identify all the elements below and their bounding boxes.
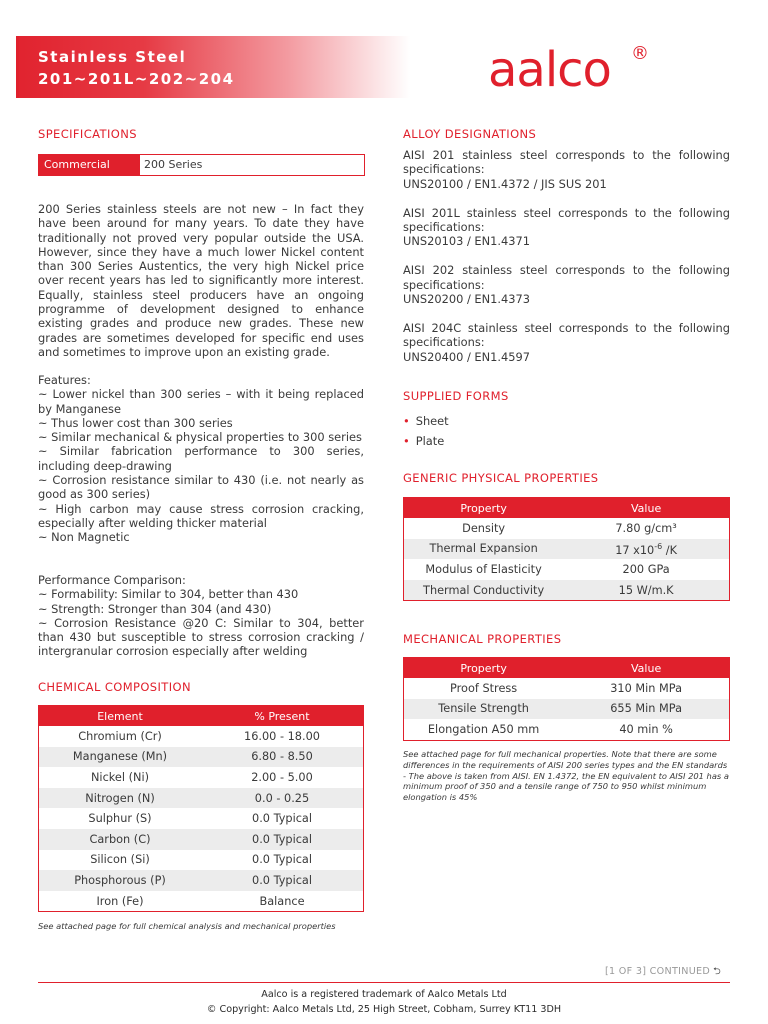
list-item bbox=[403, 432, 449, 452]
chemical-table bbox=[38, 705, 364, 912]
table-row bbox=[39, 829, 364, 850]
alloy-codes: UNS20103 / EN1.4371 bbox=[403, 234, 530, 249]
alloy-codes: UNS20400 / EN1.4597 bbox=[403, 349, 530, 364]
cell-value: 0.0 Typical bbox=[201, 870, 364, 891]
thermal-expansion-base: 17 x10 bbox=[615, 543, 655, 557]
table-row bbox=[404, 719, 730, 740]
feature-item: ~ Lower nickel than 300 series – with it being replaced by Manganese bbox=[38, 387, 364, 416]
cell-value bbox=[563, 539, 729, 560]
alloy-codes: UNS20100 / EN1.4372 / JIS SUS 201 bbox=[403, 176, 607, 191]
cell-value: 0.0 Typical bbox=[252, 853, 312, 867]
thermal-expansion-unit: /K bbox=[662, 543, 678, 557]
table-row bbox=[39, 850, 364, 871]
performance-item: ~ Formability: Similar to 304, better than 430 bbox=[38, 587, 299, 602]
specifications-heading: SPECIFICATIONS bbox=[38, 127, 137, 141]
alloy-paragraph bbox=[403, 263, 730, 306]
cell-value: 40 min % bbox=[619, 722, 673, 736]
table-row bbox=[39, 747, 364, 768]
cell-value: 0.0 - 0.25 bbox=[201, 788, 364, 809]
footer-trademark: Aalco is a registered trademark of Aalco Metals Ltd bbox=[261, 989, 507, 1000]
alloy-codes: UNS20200 / EN1.4373 bbox=[403, 291, 530, 306]
chemical-note: See attached page for full chemical analysis and mechanical properties bbox=[38, 921, 336, 931]
alloy-text: AISI 202 stainless steel corresponds to the following specifications: bbox=[403, 263, 730, 292]
table-row bbox=[39, 788, 364, 809]
cell-name: Nitrogen (N) bbox=[39, 788, 202, 809]
list-item bbox=[403, 412, 449, 432]
col-property: Property bbox=[404, 498, 564, 519]
cell-name: Iron (Fe) bbox=[96, 894, 144, 908]
table-row bbox=[39, 808, 364, 829]
mechanical-heading: MECHANICAL PROPERTIES bbox=[403, 632, 562, 646]
alloy-designations bbox=[403, 148, 730, 379]
cell-name: Chromium (Cr) bbox=[78, 729, 162, 743]
header-accent-bar bbox=[0, 36, 19, 98]
chemical-heading: CHEMICAL COMPOSITION bbox=[38, 680, 191, 694]
physical-table bbox=[403, 497, 730, 601]
footer-copyright: © Copyright: Aalco Metals Ltd, 25 High Street, Cobham, Surrey KT11 3DH bbox=[206, 1004, 562, 1015]
performance-list bbox=[38, 587, 364, 658]
features-list bbox=[38, 387, 364, 544]
cell-name: Density bbox=[462, 521, 506, 535]
table-row bbox=[404, 518, 730, 539]
cell-value: 0.0 Typical bbox=[201, 829, 364, 850]
alloy-heading: ALLOY DESIGNATIONS bbox=[403, 127, 537, 141]
forms-heading: SUPPLIED FORMS bbox=[403, 389, 509, 403]
col-property: Property bbox=[404, 658, 564, 679]
mechanical-table bbox=[403, 657, 730, 741]
pager-label: [1 OF 3] CONTINUED bbox=[605, 966, 711, 977]
performance-title: Performance Comparison: bbox=[38, 573, 186, 587]
col-element: Element bbox=[39, 706, 202, 727]
cell-name: Elongation A50 mm bbox=[427, 722, 540, 736]
cell-name: Modulus of Elasticity bbox=[425, 562, 542, 576]
continue-arrow-icon: ⮌ bbox=[713, 966, 722, 977]
alloy-text: AISI 204C stainless steel corresponds to the following specifications: bbox=[403, 321, 730, 350]
registered-mark: ® bbox=[631, 43, 649, 64]
table-row bbox=[404, 678, 730, 699]
intro-paragraph: 200 Series stainless steels are not new – In fact they have been around for many years. To date they have traditionally not proved very popular outside the USA. However, since they have a much lower Nickel content than 300 Series Austentics, the very high Nickel price over recent years has led to significantly more interest. Equally, stainless steel producers have an ongoing programme of development designed to enhance existing grades and produce new grades. These new grades are sometimes developed for specific end uses and sometimes to improve upon an existing grade. bbox=[38, 202, 364, 359]
aalco-logo: aalco bbox=[488, 42, 611, 98]
col-value: Value bbox=[563, 658, 729, 679]
bullet-icon: • bbox=[403, 414, 410, 428]
alloy-paragraph bbox=[403, 321, 730, 364]
feature-item: ~ Similar fabrication performance to 300 series, including deep-drawing bbox=[38, 444, 364, 473]
table-header-row bbox=[39, 706, 364, 727]
alloy-paragraph bbox=[403, 206, 730, 249]
alloy-text: AISI 201 stainless steel corresponds to the following specifications: bbox=[403, 148, 730, 177]
table-row bbox=[39, 726, 364, 747]
cell-value: 2.00 - 5.00 bbox=[251, 770, 313, 784]
cell-value: 0.0 Typical bbox=[252, 812, 312, 826]
features-title: Features: bbox=[38, 373, 91, 387]
spec-value: 200 Series bbox=[144, 158, 203, 171]
alloy-paragraph bbox=[403, 148, 730, 191]
cell-value: 310 Min MPa bbox=[610, 681, 682, 695]
cell-name: Nickel (Ni) bbox=[90, 770, 150, 784]
col-value: Value bbox=[563, 498, 729, 519]
cell-name: Tensile Strength bbox=[404, 699, 564, 720]
table-row bbox=[39, 767, 364, 788]
cell-value: Balance bbox=[259, 894, 305, 908]
cell-name: Silicon (Si) bbox=[90, 853, 150, 867]
cell-value: 16.00 - 18.00 bbox=[244, 729, 320, 743]
footer-divider bbox=[38, 982, 730, 983]
form-label: Plate bbox=[415, 433, 445, 448]
mechanical-note: See attached page for full mechanical properties. Note that there are some differences in the requirements of AISI 200 series types and the EN standards - The above is taken from AISI. EN 1.4372, the EN equivalent to AISI 201 has a minimum proof of 350 and a tensile range of 750 to 950 whilst minimum elongation is 45% bbox=[403, 749, 729, 803]
physical-heading: GENERIC PHYSICAL PROPERTIES bbox=[403, 471, 599, 485]
features-block bbox=[38, 373, 364, 545]
feature-item: ~ Similar mechanical & physical properties to 300 series bbox=[38, 430, 362, 445]
bullet-icon: • bbox=[403, 433, 410, 448]
thermal-expansion-exp: -6 bbox=[654, 541, 663, 551]
table-row bbox=[404, 580, 730, 601]
forms-list bbox=[403, 412, 449, 451]
cell-value: 655 Min MPa bbox=[563, 699, 729, 720]
cell-name: Manganese (Mn) bbox=[39, 747, 202, 768]
cell-value: 7.80 g/cm³ bbox=[615, 521, 677, 535]
form-label: Sheet bbox=[415, 414, 449, 428]
cell-name: Proof Stress bbox=[450, 681, 518, 695]
feature-item: ~ Non Magnetic bbox=[38, 530, 130, 545]
specifications-box bbox=[38, 154, 365, 176]
spec-label: Commercial bbox=[39, 155, 140, 175]
page-title: Stainless Steel bbox=[38, 48, 187, 66]
feature-item: ~ High carbon may cause stress corrosion cracking, especially after welding thicker material bbox=[38, 501, 364, 530]
pager-continued[interactable] bbox=[605, 965, 721, 981]
performance-block bbox=[38, 573, 364, 659]
table-row bbox=[39, 870, 364, 891]
cell-name: Phosphorous (P) bbox=[39, 870, 202, 891]
cell-name: Thermal Conductivity bbox=[404, 580, 564, 601]
page-subtitle: 201~201L~202~204 bbox=[38, 70, 235, 88]
table-row bbox=[404, 559, 730, 580]
alloy-text: AISI 201L stainless steel corresponds to the following specifications: bbox=[403, 205, 730, 234]
table-row bbox=[404, 699, 730, 720]
table-row bbox=[39, 891, 364, 912]
cell-name: Thermal Expansion bbox=[404, 539, 564, 560]
header-banner bbox=[0, 36, 410, 98]
table-header-row bbox=[404, 498, 730, 519]
cell-value: 15 W/m.K bbox=[563, 580, 729, 601]
feature-item: ~ Thus lower cost than 300 series bbox=[38, 415, 233, 430]
cell-value: 6.80 - 8.50 bbox=[201, 747, 364, 768]
table-header-row bbox=[404, 658, 730, 679]
cell-name: Sulphur (S) bbox=[88, 812, 152, 826]
performance-item: ~ Corrosion Resistance @20 C: Similar to 304, better than 430 but susceptible to stress corrosion cracking / intergranular corrosion especially after welding bbox=[38, 615, 364, 659]
cell-value: 200 GPa bbox=[622, 562, 670, 576]
cell-name: Carbon (C) bbox=[39, 829, 202, 850]
col-present: % Present bbox=[201, 706, 364, 727]
feature-item: ~ Corrosion resistance similar to 430 (i.e. not nearly as good as 300 series) bbox=[38, 473, 364, 502]
table-row bbox=[404, 539, 730, 560]
performance-item: ~ Strength: Stronger than 304 (and 430) bbox=[38, 601, 272, 616]
